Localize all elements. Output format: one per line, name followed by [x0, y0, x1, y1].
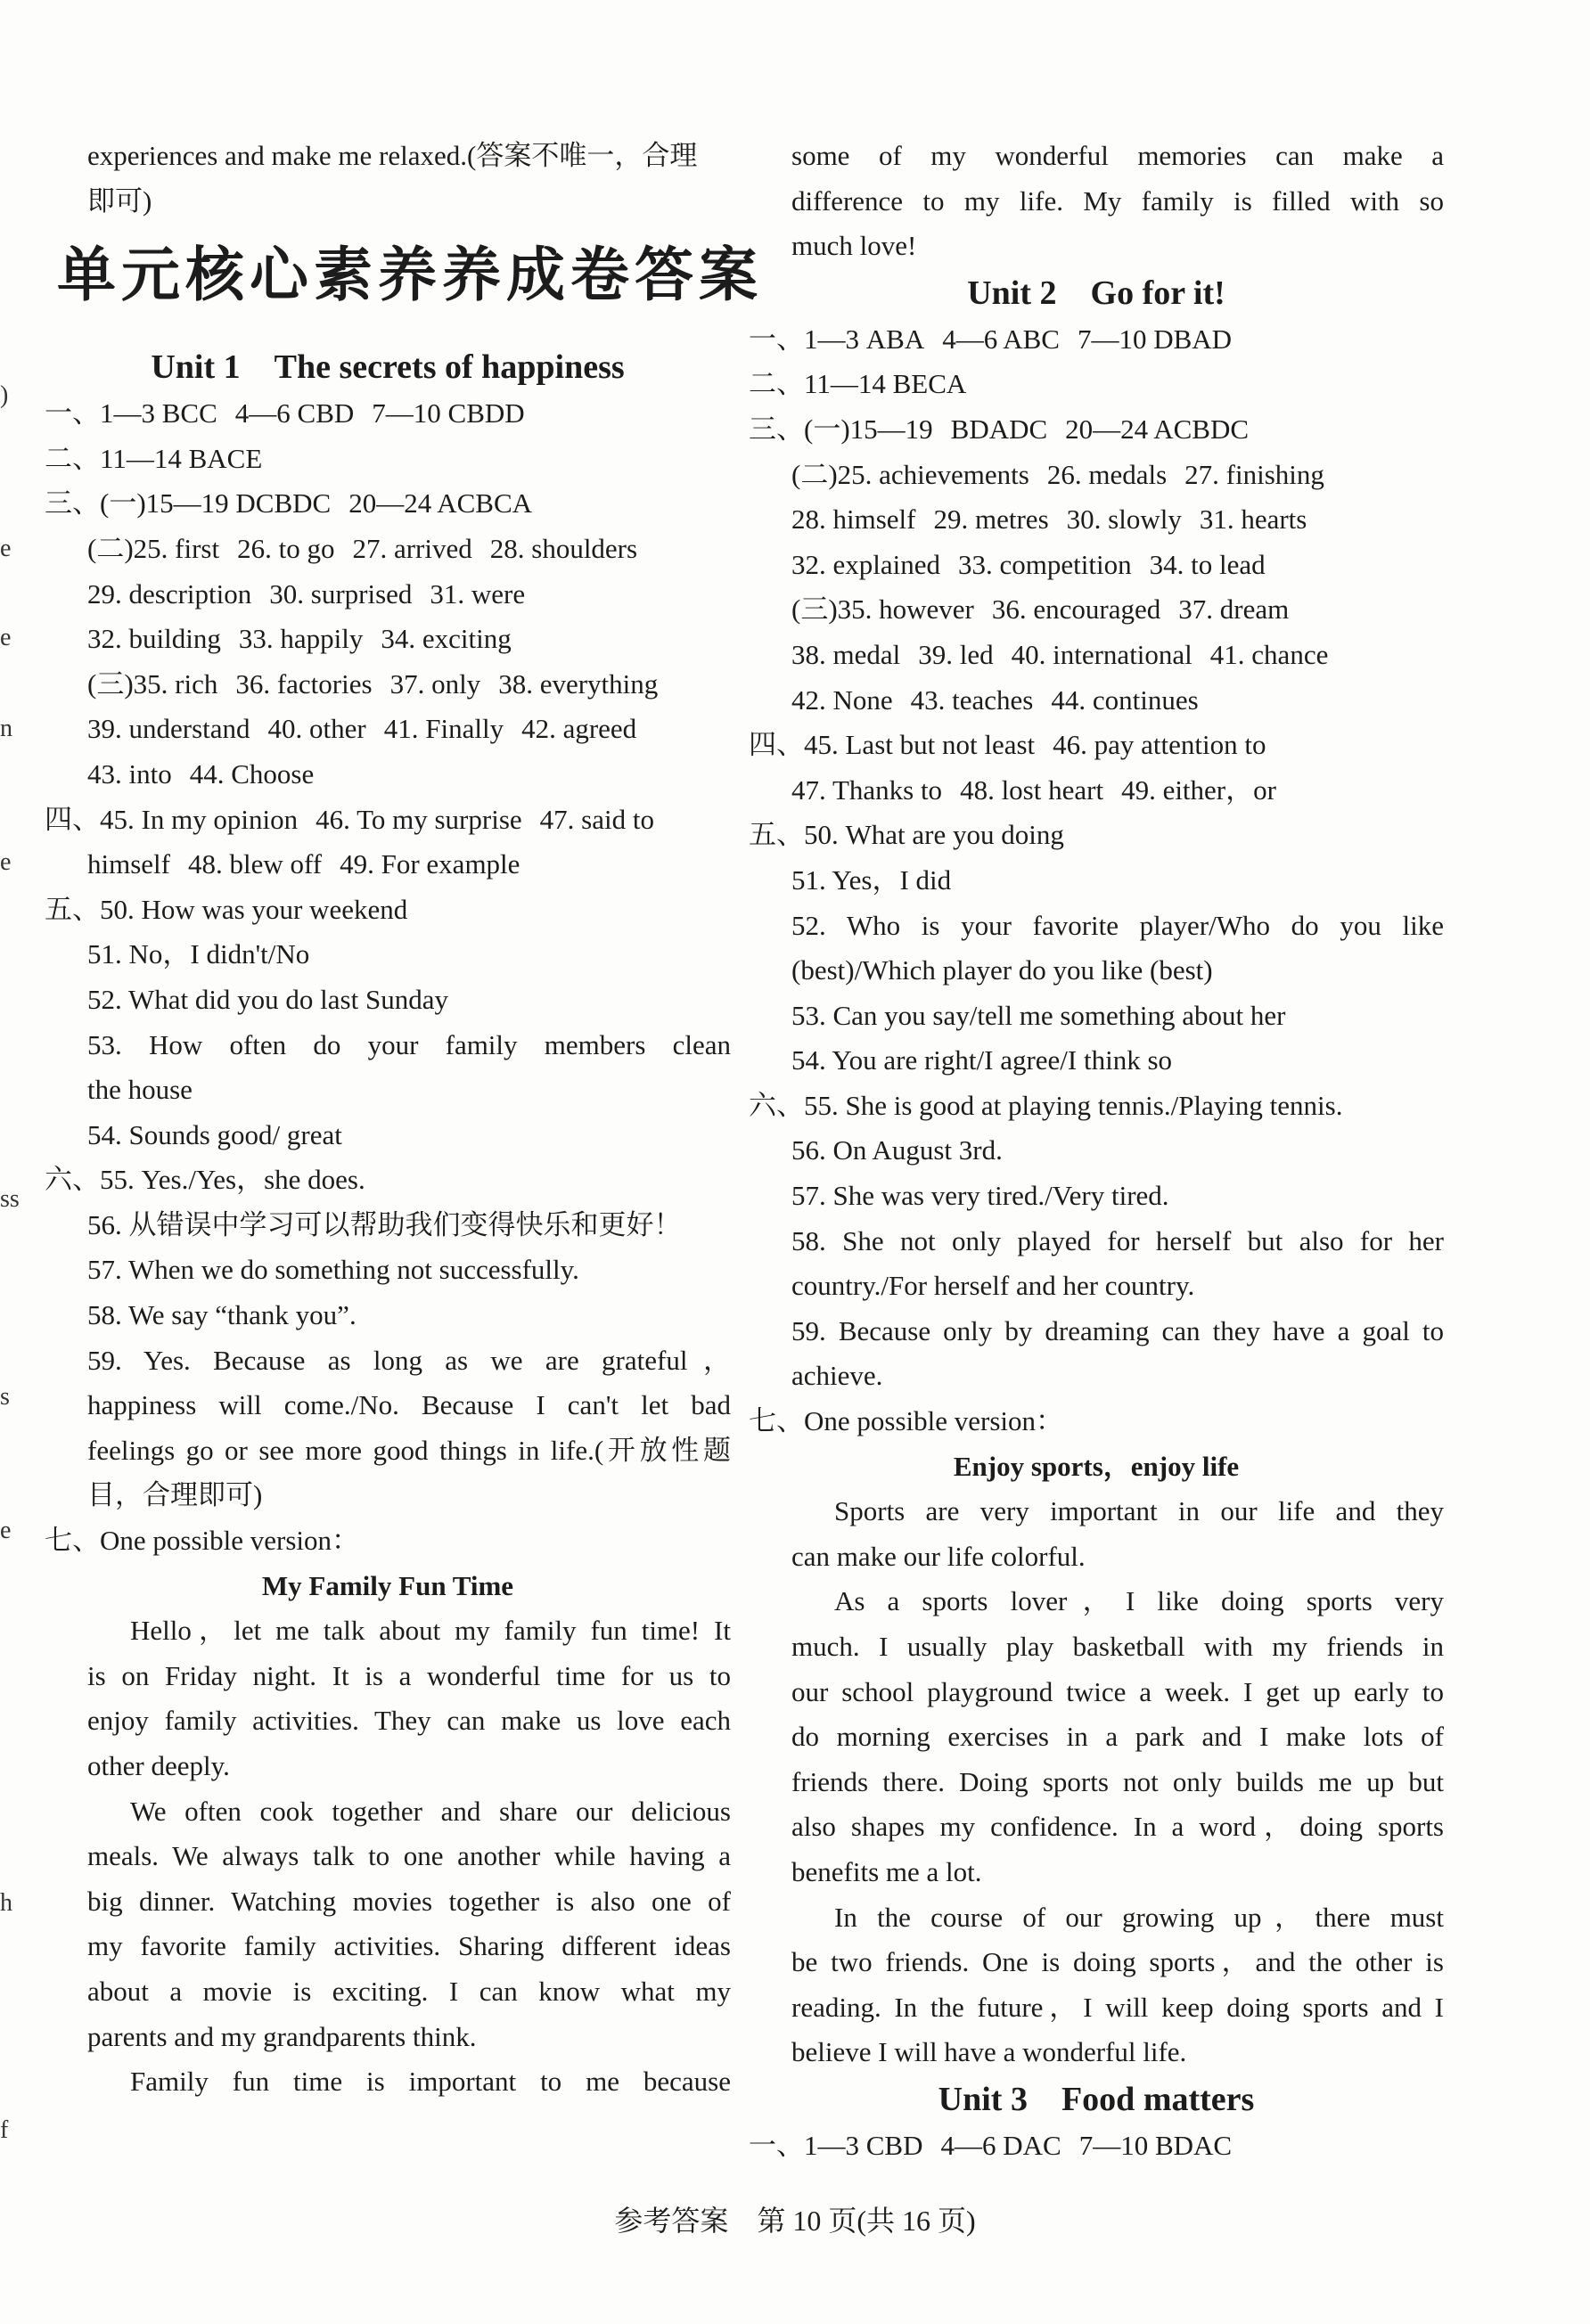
answer-line: [45, 572, 731, 618]
answer-item: 42. agreed: [521, 713, 637, 745]
essay-line: enjoy family activities. They can make us love each: [87, 1705, 731, 1737]
answer-line: 53. Can you say/tell me something about her: [791, 999, 1286, 1031]
answer-line: 54. Sounds good/ great: [87, 1118, 342, 1150]
unit1-title: The secrets of happiness: [274, 348, 625, 387]
essay-line: Family fun time is important to me because: [130, 2066, 731, 2098]
answer-item: 49. either，or: [1121, 773, 1276, 806]
answer-item: 38. medal: [791, 638, 901, 670]
essay-line: friends there. Doing sports not only builds me up but: [791, 1765, 1444, 1797]
answer-line: 56. On August 3rd.: [791, 1134, 1003, 1166]
intro-line: experiences and make me relaxed.(答案不唯一，合理: [87, 140, 698, 171]
answer-item: 48. lost heart: [960, 773, 1104, 806]
answer-line: [749, 723, 1444, 768]
answer-item: 47. Thanks to: [791, 773, 943, 806]
essay-line: benefits me a lot.: [791, 1855, 982, 1887]
answer-line: 56. 从错误中学习可以帮助我们变得快乐和更好！: [87, 1208, 682, 1240]
answer-line: country./For herself and her country.: [791, 1270, 1195, 1302]
answer-line: happiness will come./No. Because I can't let bad: [87, 1389, 731, 1421]
answer-item: (三)35. however: [791, 593, 974, 626]
answer-item: 39. understand: [87, 713, 250, 745]
answer-item: 29. description: [87, 577, 252, 610]
answer-item: 46. pay attention to: [1053, 729, 1266, 761]
answer-item: 46. To my surprise: [316, 803, 522, 835]
answer-item: 4—6 CBD: [234, 397, 355, 430]
answer-line: [749, 407, 1444, 453]
essay-line: is on Friday night. It is a wonderful time for us to: [87, 1659, 731, 1691]
essay-line: our school playground twice a week. I get up early to: [791, 1675, 1444, 1707]
edge-mark: e: [0, 848, 12, 876]
answer-line: [45, 527, 731, 572]
answer-item: 32. building: [87, 623, 221, 655]
answer-item: 40. other: [267, 713, 366, 745]
answer-item: 32. explained: [791, 548, 941, 580]
answer-item: 44. Choose: [189, 757, 315, 790]
answer-item: 38. everything: [498, 667, 659, 700]
answer-item: himself: [87, 848, 170, 880]
edge-mark: h: [0, 1889, 12, 1917]
intro-line: much love!: [791, 230, 917, 262]
answer-item: (二)25. first: [87, 532, 220, 564]
intro-line: some of my wonderful memories can make a: [791, 140, 1444, 171]
answer-line: (best)/Which player do you like (best): [791, 954, 1213, 986]
essay-line: We often cook together and share our delicious: [130, 1795, 731, 1827]
essay-line: my favorite family activities. Sharing different ideas: [87, 1930, 731, 1962]
answer-line: [45, 437, 731, 482]
answer-line: [749, 587, 1444, 633]
answer-line: [45, 752, 731, 798]
essay-line: As a sports lover，I like doing sports very: [834, 1585, 1444, 1617]
answer-item: 39. led: [918, 638, 994, 670]
answer-item: 42. None: [791, 683, 893, 716]
answer-item: 7—10 CBDD: [372, 397, 525, 430]
answer-line: [749, 633, 1444, 678]
answer-item: 二、11—14 BACE: [45, 442, 263, 474]
essay-title: My Family Fun Time: [261, 1569, 514, 1601]
answer-item: 30. slowly: [1066, 503, 1182, 536]
essay-line: be two friends. One is doing sports，and the other is: [791, 1946, 1444, 1978]
answer-item: 40. international: [1011, 638, 1192, 670]
answer-item: (二)25. achievements: [791, 458, 1029, 490]
answer-item: 四、45. In my opinion: [45, 803, 299, 835]
essay-line: do morning exercises in a park and I make lots of: [791, 1721, 1444, 1753]
answer-line: [749, 768, 1444, 814]
answer-line: 59. Because only by dreaming can they have a goal to: [791, 1314, 1444, 1346]
answer-item: 一、1—3 BCC: [45, 397, 217, 430]
answer-item: 44. continues: [1051, 683, 1199, 716]
answer-item: 4—6 ABC: [942, 323, 1060, 355]
answer-item: 41. Finally: [383, 713, 504, 745]
answer-item: 20—24 ACBDC: [1065, 413, 1250, 445]
answer-line: [45, 662, 731, 708]
answer-line: 59. Yes. Because as long as we are grateful，: [87, 1344, 731, 1376]
answer-line: feelings go or see more good things in life.(开放性题: [87, 1434, 731, 1466]
answer-line: [749, 453, 1444, 498]
answer-line: the house: [87, 1074, 193, 1106]
answer-item: (三)35. rich: [87, 667, 218, 700]
answer-line: [749, 497, 1444, 543]
unit1-heading: [45, 343, 731, 391]
answer-item: 四、45. Last but not least: [749, 729, 1036, 761]
answer-line: [45, 842, 731, 888]
unit2-heading: [749, 269, 1444, 317]
unit2-title: Go for it!: [1090, 274, 1225, 312]
answer-item: 31. hearts: [1199, 503, 1307, 536]
answer-item: 48. blew off: [188, 848, 323, 880]
answer-line: 六、55. Yes./Yes，she does.: [45, 1164, 365, 1196]
answer-item: 37. only: [389, 667, 481, 700]
answer-item: 37. dream: [1178, 593, 1290, 626]
answer-item: 41. chance: [1209, 638, 1329, 670]
edge-mark: ): [0, 381, 9, 409]
answer-item: 20—24 ACBCA: [348, 487, 533, 520]
answer-item: 36. encouraged: [991, 593, 1161, 626]
essay-line: Hello，let me talk about my family fun time! It: [130, 1615, 731, 1647]
answer-line: 七、One possible version：: [45, 1525, 360, 1557]
intro-line: 即可): [87, 184, 152, 217]
right-column: [749, 134, 1444, 2169]
answer-line: 七、One possible version：: [749, 1405, 1064, 1437]
answer-item: 31. were: [430, 577, 526, 610]
page-title: 单元核心素养养成卷答案: [57, 241, 763, 310]
answer-item: 4—6 DAC: [940, 2129, 1061, 2161]
answer-item: 34. exciting: [381, 623, 512, 655]
essay-line: Sports are very important in our life and they: [834, 1495, 1444, 1527]
answer-line: 五、50. What are you doing: [749, 819, 1064, 851]
essay-line: big dinner. Watching movies together is also one of: [87, 1885, 731, 1917]
answer-line: [749, 543, 1444, 588]
answer-line: 目，合理即可): [87, 1479, 263, 1511]
essay-line: about a movie is exciting. I can know what my: [87, 1975, 731, 2007]
answer-item: 29. metres: [933, 503, 1049, 536]
answer-item: 47. said to: [539, 803, 654, 835]
answer-item: 26. medals: [1046, 458, 1168, 490]
essay-line: In the course of our growing up，there must: [834, 1901, 1444, 1933]
answer-item: 一、1—3 ABA: [749, 323, 925, 355]
essay-line: parents and my grandparents think.: [87, 2020, 477, 2052]
answer-line: [749, 678, 1444, 724]
answer-line: [749, 2124, 1444, 2169]
answer-item: 34. to lead: [1149, 548, 1266, 580]
answer-line: 54. You are right/I agree/I think so: [791, 1044, 1173, 1076]
answer-item: 28. himself: [791, 503, 916, 536]
answer-item: 二、11—14 BECA: [749, 368, 967, 400]
answer-line: [45, 707, 731, 752]
answer-item: 27. finishing: [1184, 458, 1324, 490]
unit1-label: Unit 1: [151, 348, 241, 387]
answer-item: BDADC: [950, 413, 1048, 445]
answer-line: 57. She was very tired./Very tired.: [791, 1180, 1169, 1212]
edge-mark: s: [0, 1383, 10, 1411]
answer-item: 三、(一)15—19: [749, 413, 933, 445]
answer-item: 33. competition: [958, 548, 1132, 580]
unit3-title: Food matters: [1061, 2080, 1255, 2118]
answer-item: 7—10 BDAC: [1078, 2129, 1233, 2161]
answer-line: 52. What did you do last Sunday: [87, 983, 448, 1015]
answer-line: [749, 362, 1444, 407]
answer-line: 51. No，I didn't/No: [87, 938, 310, 970]
answer-line: 五、50. How was your weekend: [45, 893, 408, 925]
answer-line: 57. When we do something not successfully.: [87, 1254, 579, 1286]
answer-item: 33. happily: [238, 623, 364, 655]
answer-line: [45, 617, 731, 662]
answer-line: 52. Who is your favorite player/Who do you like: [791, 909, 1444, 941]
essay-line: believe I will have a wonderful life.: [791, 2036, 1187, 2068]
essay-line: other deeply.: [87, 1750, 230, 1781]
answer-line: achieve.: [791, 1360, 883, 1392]
edge-mark: e: [0, 535, 12, 562]
intro-line: difference to my life. My family is filled with so: [791, 184, 1444, 217]
edge-mark: f: [0, 2116, 9, 2144]
page-footer: 参考答案 第 10 页(共 16 页): [614, 2205, 976, 2237]
answer-item: 30. surprised: [269, 577, 413, 610]
essay-line: meals. We always talk to one another while having a: [87, 1840, 731, 1872]
essay-line: much. I usually play basketball with my friends in: [791, 1631, 1444, 1662]
essay-line: can make our life colorful.: [791, 1540, 1086, 1572]
answer-line: [749, 317, 1444, 363]
answer-line: [45, 798, 731, 843]
answer-item: 27. arrived: [352, 532, 472, 564]
answer-item: 26. to go: [237, 532, 335, 564]
edge-mark: ss: [0, 1185, 20, 1213]
essay-title: Enjoy sports，enjoy life: [953, 1450, 1240, 1482]
answer-line: [45, 481, 731, 527]
answer-item: 三、(一)15—19 DCBDC: [45, 487, 332, 520]
answer-item: 49. For example: [340, 848, 520, 880]
edge-mark: n: [0, 715, 12, 742]
essay-line: also shapes my confidence. In a word，doing sports: [791, 1811, 1444, 1843]
answer-item: 43. into: [87, 757, 172, 790]
unit3-heading: [749, 2075, 1444, 2124]
answer-line: 58. She not only played for herself but also for her: [791, 1224, 1444, 1256]
edge-mark: e: [0, 1517, 12, 1544]
left-column: [45, 134, 763, 2105]
unit3-label: Unit 3: [938, 2080, 1028, 2118]
unit2-label: Unit 2: [967, 274, 1057, 312]
answer-line: 58. We say “thank you”.: [87, 1299, 357, 1331]
answer-line: 51. Yes，I did: [791, 863, 952, 896]
edge-mark: e: [0, 624, 12, 651]
answer-line: [45, 391, 731, 437]
answer-item: 43. teaches: [910, 683, 1034, 716]
answer-item: 7—10 DBAD: [1077, 323, 1233, 355]
essay-line: reading. In the future，I will keep doing sports and I: [791, 1991, 1444, 2023]
answer-item: 一、1—3 CBD: [749, 2129, 923, 2161]
answer-line: 六、55. She is good at playing tennis./Playing tennis.: [749, 1089, 1343, 1121]
answer-line: 53. How often do your family members clean: [87, 1028, 731, 1060]
answer-item: 36. factories: [235, 667, 373, 700]
answer-item: 28. shoulders: [489, 532, 638, 564]
